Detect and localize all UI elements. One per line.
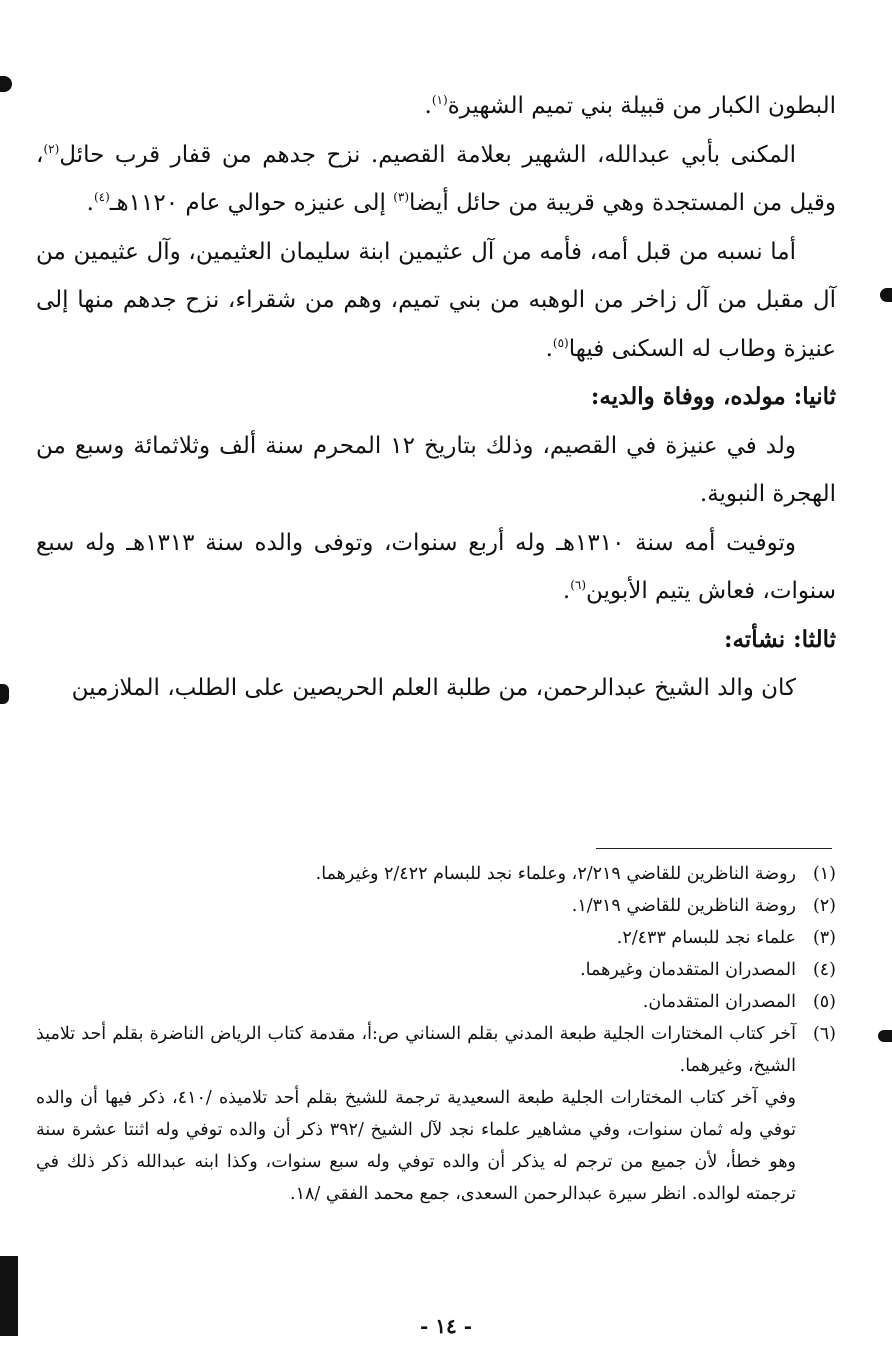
footnote-number: (٣): [812, 928, 836, 948]
paragraph-kunya: المكنى بأبي عبدالله، الشهير بعلامة القصيم. نزح جدهم من قفار قرب حائل$^{(٢)}$، وقيل من المستجدة وهي قريبة من حائل أيضا$^{(٣)}$ إلى عنيزه حوالي عام ١١٢٠هـ$^{(٤)}$.: [36, 141, 836, 216]
footnote-separator: [596, 848, 832, 849]
paragraph-mother-lineage: أما نسبه من قبل أمه، فأمه من آل عثيمين ابنة سليمان العثيمين، وآل عثيمين من آل مقبل من آل زاخر من الوهبه من بني تميم، وهم من شقراء، نزح جدهم منها إلى عنيزة وطاب له السكنى فيها$^{(٥)}$.: [36, 238, 836, 362]
paragraph-text: وتوفيت أمه سنة ١٣١٠هـ وله أربع سنوات، وتوفى والده سنة ١٣١٣هـ وله سبع سنوات، فعاش يتيم الأبوين: [36, 529, 836, 604]
paragraph-birth: ولد في عنيزة في القصيم، وذلك بتاريخ ١٢ المحرم سنة ألف وثلاثمائة وسبع من الهجرة النبوية.: [36, 432, 836, 507]
scan-mark: [0, 1256, 18, 1336]
footnote-text: روضة الناظرين للقاضي ٢/٢١٩، وعلماء نجد للبسام ٢/٤٢٢ وغيرهما.: [315, 864, 796, 884]
paragraph-text: ، وقيل من المستجدة وهي قريبة من حائل أيضا: [36, 141, 836, 216]
footnote-ref[interactable]: (١): [431, 93, 448, 107]
footnote-continuation: وفي آخر كتاب المختارات الجلية طبعة السعيدية ترجمة للشيخ بقلم أحد تلاميذه /٤١٠، ذكر فيها أن والده توفي وله ثمان سنوات، وفي مشاهير علماء نجد لآل الشيخ /٣٩٢ ذكر أن والده توفي وله اثنتا عشرة سنة وهو خطأ، لأن جميع من ترجم له يذكر أن والده توفي وله سبع سنوات، وكذا ابنه عبدالله ذكر ذلك في ترجمته لوالده. انظر سيرة عبدالرحمن السعدى، جمع محمد الفقي /١٨.: [36, 1088, 797, 1204]
footnote-number: (١): [812, 864, 836, 884]
footnote-text: المصدران المتقدمان وغيرهما.: [580, 960, 796, 980]
footnote-ref[interactable]: (٥): [552, 335, 569, 350]
footnote-ref[interactable]: (٤): [93, 190, 110, 204]
scan-mark: [0, 684, 9, 704]
paragraph-text: أما نسبه من قبل أمه، فأمه من آل عثيمين ابنة سليمان العثيمين، وآل عثيمين من آل مقبل من آل زاخر من الوهبه من بني تميم، وهم من شقراء، نزح جدهم منها إلى عنيزة وطاب له السكنى فيها: [36, 238, 836, 362]
footnote-item: [36, 890, 836, 922]
scan-mark: [0, 76, 12, 92]
scan-mark: [880, 288, 892, 302]
paragraph-text: البطون الكبار من قبيلة بني تميم الشهيرة: [447, 93, 836, 119]
paragraph-text: المكنى بأبي عبدالله، الشهير بعلامة القصيم. نزح جدهم من قفار قرب حائل: [59, 141, 796, 168]
section-heading-birth: ثانيا: مولده، ووفاة والديه:: [590, 383, 836, 410]
scan-mark: [878, 1030, 892, 1042]
footnote-ref[interactable]: (٦): [570, 578, 587, 592]
footnote-number: (٥): [812, 992, 836, 1012]
footnote-item: [36, 922, 836, 954]
section-heading-upbringing: ثالثا: نشأته:: [723, 625, 836, 653]
footnote-item: [36, 858, 836, 890]
paragraph-upbringing: كان والد الشيخ عبدالرحمن، من طلبة العلم الحريصين على الطلب، الملازمين: [71, 675, 796, 701]
footnote-ref[interactable]: (٢): [43, 141, 60, 156]
paragraph-continuation: البطون الكبار من قبيلة بني تميم الشهيرة$^{(١)}$.: [424, 93, 836, 119]
footnote-number: (٢): [812, 896, 836, 916]
footnote-item: [36, 954, 836, 986]
paragraph-parents-death: وتوفيت أمه سنة ١٣١٠هـ وله أربع سنوات، وتوفى والده سنة ١٣١٣هـ وله سبع سنوات، فعاش يتيم الأبوين$^{(٦)}$.: [36, 529, 836, 604]
page-number: - ١٤ -: [419, 1314, 472, 1338]
footnotes: [36, 858, 836, 1210]
footnote-item: [36, 1018, 836, 1082]
footnote-text: المصدران المتقدمان.: [642, 992, 796, 1012]
paragraph-text: إلى عنيزه حوالي عام ١١٢٠هـ: [109, 190, 394, 216]
main-text: [36, 82, 836, 713]
footnote-ref[interactable]: (٣): [393, 190, 410, 204]
footnote-text: روضة الناظرين للقاضي ١/٣١٩.: [571, 896, 796, 916]
footnote-number: (٤): [812, 960, 836, 980]
footnote-item: [36, 986, 836, 1018]
footnote-number: (٦): [812, 1024, 836, 1044]
footnote-text: آخر كتاب المختارات الجلية طبعة المدني بقلم السناني ص:أ، مقدمة كتاب الرياض الناضرة بقلم أحد تلاميذ الشيخ، وغيرهما.: [36, 1024, 796, 1076]
footnote-text: علماء نجد للبسام ٢/٤٣٣.: [616, 928, 796, 948]
